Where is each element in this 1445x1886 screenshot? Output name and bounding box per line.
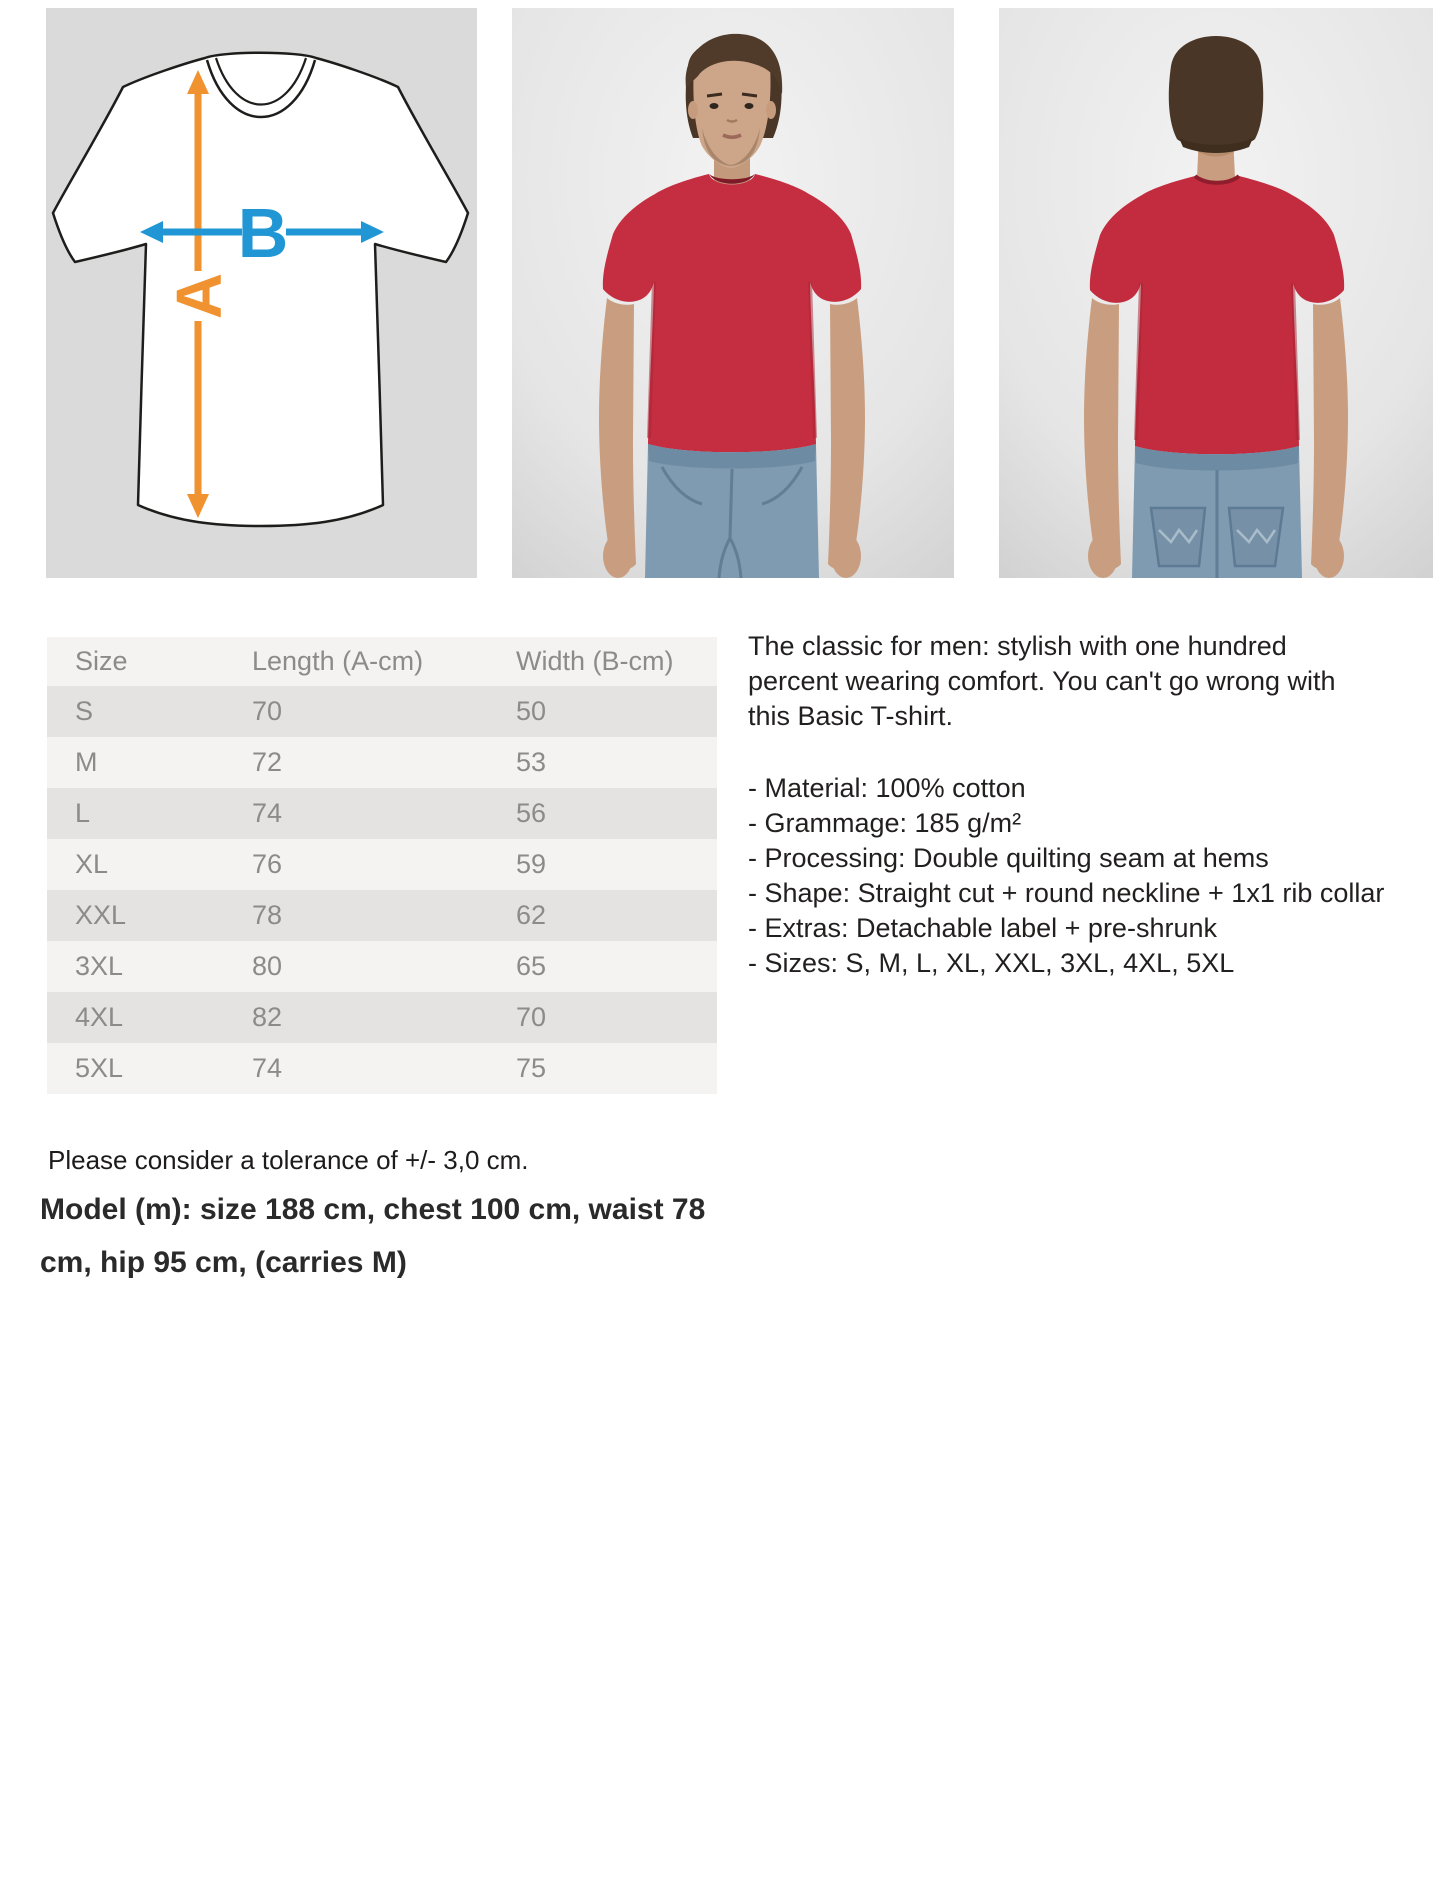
table-row	[47, 686, 717, 737]
jeans-pocket-left	[1151, 508, 1205, 566]
model-info-line: cm, hip 95 cm, (carries M)	[40, 1246, 407, 1279]
product-description	[748, 629, 1408, 981]
cell-width: 56	[516, 798, 547, 828]
tshirt-diagram-svg	[46, 8, 477, 578]
intro-line: The classic for men: stylish with one hundred	[748, 631, 1287, 661]
table-row	[47, 1043, 717, 1094]
table-row	[47, 992, 717, 1043]
cell-length: 80	[252, 951, 283, 981]
cell-size: M	[75, 747, 98, 777]
bullet-sizes: - Sizes: S, M, L, XL, XXL, 3XL, 4XL, 5XL	[748, 948, 1235, 978]
cell-width: 59	[516, 849, 547, 879]
cell-length: 72	[252, 747, 283, 777]
description-intro	[748, 629, 1408, 734]
label-a: A	[163, 272, 235, 320]
tshirt-measurement-diagram	[46, 8, 477, 578]
cell-length: 74	[252, 1053, 283, 1083]
cell-size: S	[75, 696, 94, 726]
model-front-svg	[512, 8, 954, 578]
cell-size: XXL	[75, 900, 127, 930]
bullet-grammage: - Grammage: 185 g/m²	[748, 808, 1022, 838]
label-b: B	[237, 194, 289, 272]
column-header-size: Size	[75, 646, 128, 676]
model-back-photo	[999, 8, 1433, 578]
cell-size: 4XL	[75, 1002, 124, 1032]
cell-width: 62	[516, 900, 547, 930]
eye-right	[745, 103, 754, 109]
intro-line: percent wearing comfort. You can't go wrong with	[748, 666, 1336, 696]
cell-size: 5XL	[75, 1053, 124, 1083]
cell-length: 78	[252, 900, 283, 930]
description-bullets	[748, 771, 1408, 981]
cell-length: 70	[252, 696, 283, 726]
table-row	[47, 890, 717, 941]
jeans-pocket-right	[1229, 508, 1283, 566]
bullet-processing: - Processing: Double quilting seam at hems	[748, 843, 1269, 873]
cell-width: 65	[516, 951, 547, 981]
bullet-material: - Material: 100% cotton	[748, 773, 1026, 803]
tolerance-note: Please consider a tolerance of +/- 3,0 cm.	[48, 1145, 529, 1175]
cell-size: 3XL	[75, 951, 124, 981]
model-front-photo	[512, 8, 954, 578]
footer-notes	[40, 1143, 706, 1289]
column-header-width: Width (B-cm)	[516, 646, 674, 676]
cell-size: XL	[75, 849, 109, 879]
table-row	[47, 941, 717, 992]
table-header-row	[47, 637, 717, 686]
cell-width: 70	[516, 1002, 547, 1032]
intro-line: this Basic T-shirt.	[748, 701, 954, 731]
size-chart-table	[47, 637, 717, 1094]
column-header-length: Length (A-cm)	[252, 646, 424, 676]
table-row	[47, 839, 717, 890]
cell-length: 74	[252, 798, 283, 828]
table-row	[47, 788, 717, 839]
eye-left	[710, 103, 719, 109]
cell-length: 82	[252, 1002, 283, 1032]
cell-width: 75	[516, 1053, 547, 1083]
bullet-extras: - Extras: Detachable label + pre-shrunk	[748, 913, 1217, 943]
cell-size: L	[75, 798, 91, 828]
cell-width: 53	[516, 747, 547, 777]
tshirt-outline	[53, 53, 468, 526]
cell-width: 50	[516, 696, 547, 726]
cell-length: 76	[252, 849, 283, 879]
model-info-line: Model (m): size 188 cm, chest 100 cm, waist 78	[40, 1193, 706, 1226]
model-back-svg	[999, 8, 1433, 578]
table-row	[47, 737, 717, 788]
bullet-shape: - Shape: Straight cut + round neckline + 1x1 rib collar	[748, 878, 1385, 908]
